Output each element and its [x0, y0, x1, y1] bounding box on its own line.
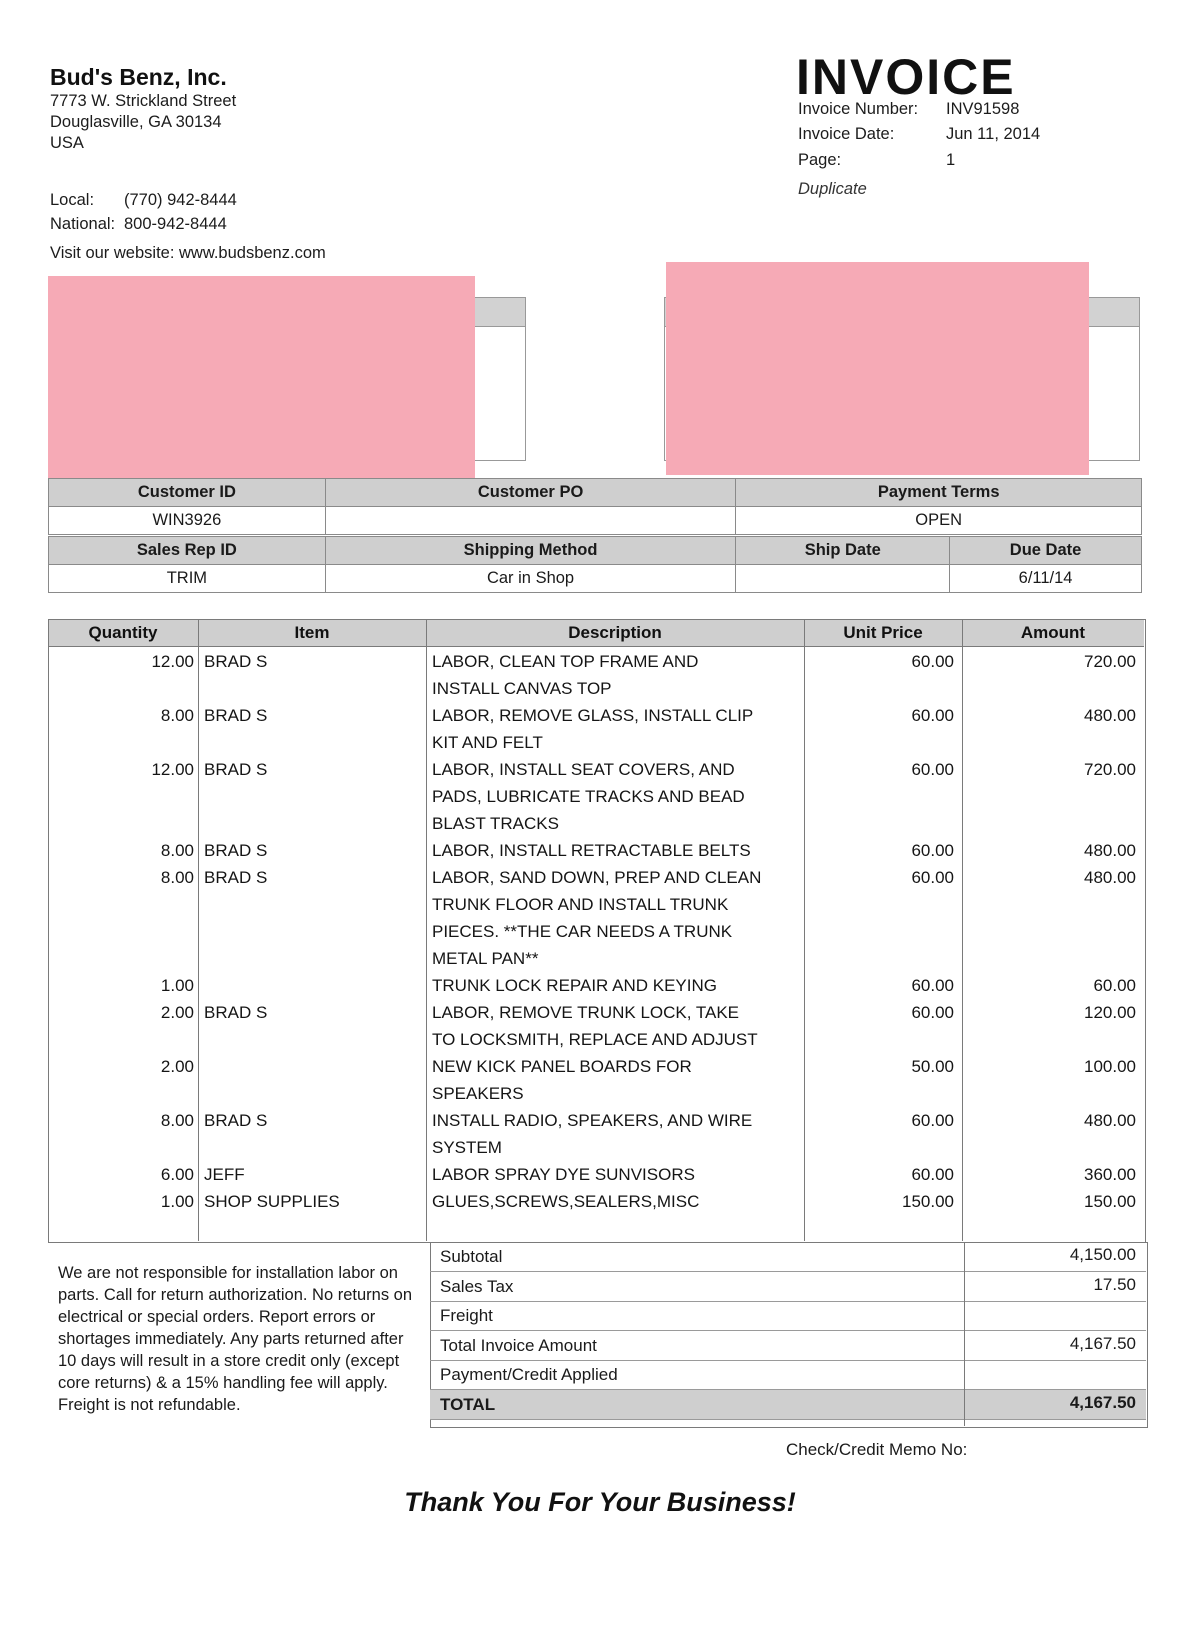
totals-label: TOTAL [440, 1394, 496, 1414]
header-quantity: Quantity [88, 623, 158, 642]
item-amount: 480.00 [1084, 1111, 1136, 1130]
sales-rep-header: Sales Rep ID [49, 537, 326, 565]
item-unit-price: 60.00 [911, 652, 954, 671]
local-phone-line [50, 191, 237, 210]
customer-po-value [325, 507, 736, 535]
due-date-value: 6/11/14 [950, 565, 1142, 593]
return-policy-notes: We are not responsible for installation labor on parts. Call for return authorization. No returns on electrical or special orders. Report errors or shortages immediately. Any parts returned after 10 days will result in a store credit only (except core returns) & a 15% handling fee will apply. Freight is not refundable. [58, 1264, 413, 1414]
totals-label: Sales Tax [440, 1276, 514, 1296]
item-unit-price: 60.00 [911, 706, 954, 725]
invoice-number: INV91598 [946, 100, 1020, 118]
address-line-3: USA [50, 134, 84, 152]
item-amount: 480.00 [1084, 868, 1136, 887]
totals-label: Payment/Credit Applied [440, 1365, 618, 1384]
invoice-title: INVOICE [796, 49, 1016, 105]
customer-po-header: Customer PO [325, 479, 736, 507]
item-unit-price: 50.00 [911, 1057, 954, 1076]
info-grid-top [48, 478, 1142, 535]
item-amount: 60.00 [1093, 976, 1136, 995]
thank-you-message: Thank You For Your Business! [404, 1487, 796, 1517]
page-number: 1 [946, 151, 956, 169]
item-description-line: TO LOCKSMITH, REPLACE AND ADJUST [432, 1030, 758, 1049]
item-quantity: 8.00 [160, 868, 194, 887]
address-line-1: 7773 W. Strickland Street [50, 92, 237, 110]
item-quantity: 1.00 [160, 976, 194, 995]
item-description-line: METAL PAN** [432, 949, 539, 968]
ship-to-redaction [666, 262, 1089, 475]
item-description-line: TRUNK LOCK REPAIR AND KEYING [432, 976, 717, 995]
item-description-line: NEW KICK PANEL BOARDS FOR [432, 1057, 692, 1076]
ship-date-value [736, 565, 950, 593]
totals-label: Total Invoice Amount [440, 1335, 597, 1355]
totals-value: 17.50 [1093, 1274, 1136, 1294]
item-name: BRAD S [204, 868, 268, 887]
header-item: Item [294, 623, 330, 642]
item-description-line: LABOR, CLEAN TOP FRAME AND [432, 652, 699, 671]
item-name: BRAD S [204, 652, 268, 671]
ship-date-header: Ship Date [736, 537, 950, 565]
sales-rep-value: TRIM [49, 565, 326, 593]
item-unit-price: 60.00 [911, 841, 954, 860]
item-amount: 480.00 [1084, 841, 1136, 860]
item-description-line: KIT AND FELT [432, 733, 543, 752]
invoice-date-row [798, 125, 1040, 144]
totals-value: 4,167.50 [1069, 1333, 1136, 1353]
national-label: National: [50, 215, 116, 233]
item-description-line: PADS, LUBRICATE TRACKS AND BEAD [432, 787, 745, 806]
payment-terms-header: Payment Terms [736, 479, 1142, 507]
duplicate-note: Duplicate [798, 180, 867, 198]
item-amount: 360.00 [1084, 1165, 1136, 1184]
item-amount: 120.00 [1084, 1003, 1136, 1022]
invoice-date: Jun 11, 2014 [946, 125, 1041, 143]
totals-col-divider [964, 1242, 965, 1426]
address-line-2: Douglasville, GA 30134 [50, 113, 222, 131]
item-unit-price: 150.00 [902, 1192, 954, 1211]
item-description-line: PIECES. **THE CAR NEEDS A TRUNK [432, 922, 733, 941]
item-quantity: 1.00 [160, 1192, 194, 1211]
item-quantity: 2.00 [160, 1003, 194, 1022]
bill-to-redaction [48, 276, 475, 486]
header-amount: Amount [1020, 623, 1086, 642]
item-quantity: 8.00 [160, 1111, 194, 1130]
shipping-method-value: Car in Shop [325, 565, 736, 593]
item-name: BRAD S [204, 1003, 268, 1022]
totals-label: Subtotal [440, 1247, 503, 1266]
header-unit-price: Unit Price [843, 623, 923, 642]
item-amount: 720.00 [1084, 652, 1136, 671]
item-description-line: SPEAKERS [432, 1084, 524, 1103]
totals-value: 4,167.50 [1069, 1392, 1136, 1412]
item-name: JEFF [204, 1165, 245, 1184]
item-quantity: 12.00 [151, 652, 194, 671]
info-grid-bottom [48, 536, 1142, 593]
item-quantity: 8.00 [160, 706, 194, 725]
item-description-line: LABOR, SAND DOWN, PREP AND CLEAN [432, 868, 762, 887]
item-unit-price: 60.00 [911, 1111, 954, 1130]
check-credit-memo-label: Check/Credit Memo No: [786, 1440, 968, 1459]
items-col-divider [198, 619, 199, 1241]
item-amount: 720.00 [1084, 760, 1136, 779]
item-name: SHOP SUPPLIES [204, 1192, 340, 1211]
item-description-line: INSTALL CANVAS TOP [432, 679, 612, 698]
website-line: Visit our website: www.budsbenz.com [50, 244, 326, 262]
item-description-line: BLAST TRACKS [432, 814, 559, 833]
payment-terms-value: OPEN [736, 507, 1142, 535]
item-description-line: TRUNK FLOOR AND INSTALL TRUNK [432, 895, 729, 914]
item-name: BRAD S [204, 760, 268, 779]
customer-id-value: WIN3926 [49, 507, 326, 535]
item-description-line: GLUES,SCREWS,SEALERS,MISC [432, 1192, 700, 1211]
totals-label: Freight [440, 1306, 493, 1325]
local-phone: (770) 942-8444 [124, 191, 237, 209]
local-label: Local: [50, 191, 95, 209]
header-description: Description [568, 623, 662, 642]
invoice-date-label: Invoice Date: [798, 125, 895, 143]
invoice-number-label: Invoice Number: [798, 100, 919, 118]
customer-id-header: Customer ID [49, 479, 326, 507]
item-unit-price: 60.00 [911, 1165, 954, 1184]
item-description-line: LABOR, INSTALL RETRACTABLE BELTS [432, 841, 751, 860]
item-description-line: LABOR, REMOVE GLASS, INSTALL CLIP [432, 706, 754, 725]
item-unit-price: 60.00 [911, 868, 954, 887]
item-description-line: LABOR, REMOVE TRUNK LOCK, TAKE [432, 1003, 740, 1022]
items-col-divider [426, 619, 427, 1241]
item-amount: 480.00 [1084, 706, 1136, 725]
item-unit-price: 60.00 [911, 1003, 954, 1022]
item-amount: 100.00 [1084, 1057, 1136, 1076]
totals-value: 4,150.00 [1069, 1245, 1136, 1264]
item-name: BRAD S [204, 706, 268, 725]
item-name: BRAD S [204, 1111, 268, 1130]
national-phone: 800-942-8444 [124, 215, 227, 233]
shipping-method-header: Shipping Method [325, 537, 736, 565]
item-description-line: SYSTEM [432, 1138, 502, 1157]
item-description-line: INSTALL RADIO, SPEAKERS, AND WIRE [432, 1111, 753, 1130]
company-name: Bud's Benz, Inc. [50, 64, 227, 90]
national-phone-line [50, 215, 227, 234]
item-quantity: 2.00 [160, 1057, 194, 1076]
item-description-line: LABOR SPRAY DYE SUNVISORS [432, 1165, 695, 1184]
item-quantity: 12.00 [151, 760, 194, 779]
page-label: Page: [798, 151, 842, 169]
item-unit-price: 60.00 [911, 976, 954, 995]
invoice-number-row [798, 100, 1019, 119]
item-amount: 150.00 [1084, 1192, 1136, 1211]
due-date-header: Due Date [950, 537, 1142, 565]
page-row [798, 151, 955, 170]
item-description-line: LABOR, INSTALL SEAT COVERS, AND [432, 760, 735, 779]
item-name: BRAD S [204, 841, 268, 860]
item-quantity: 6.00 [160, 1165, 194, 1184]
item-unit-price: 60.00 [911, 760, 954, 779]
totals-row [430, 1301, 1146, 1331]
item-quantity: 8.00 [160, 841, 194, 860]
